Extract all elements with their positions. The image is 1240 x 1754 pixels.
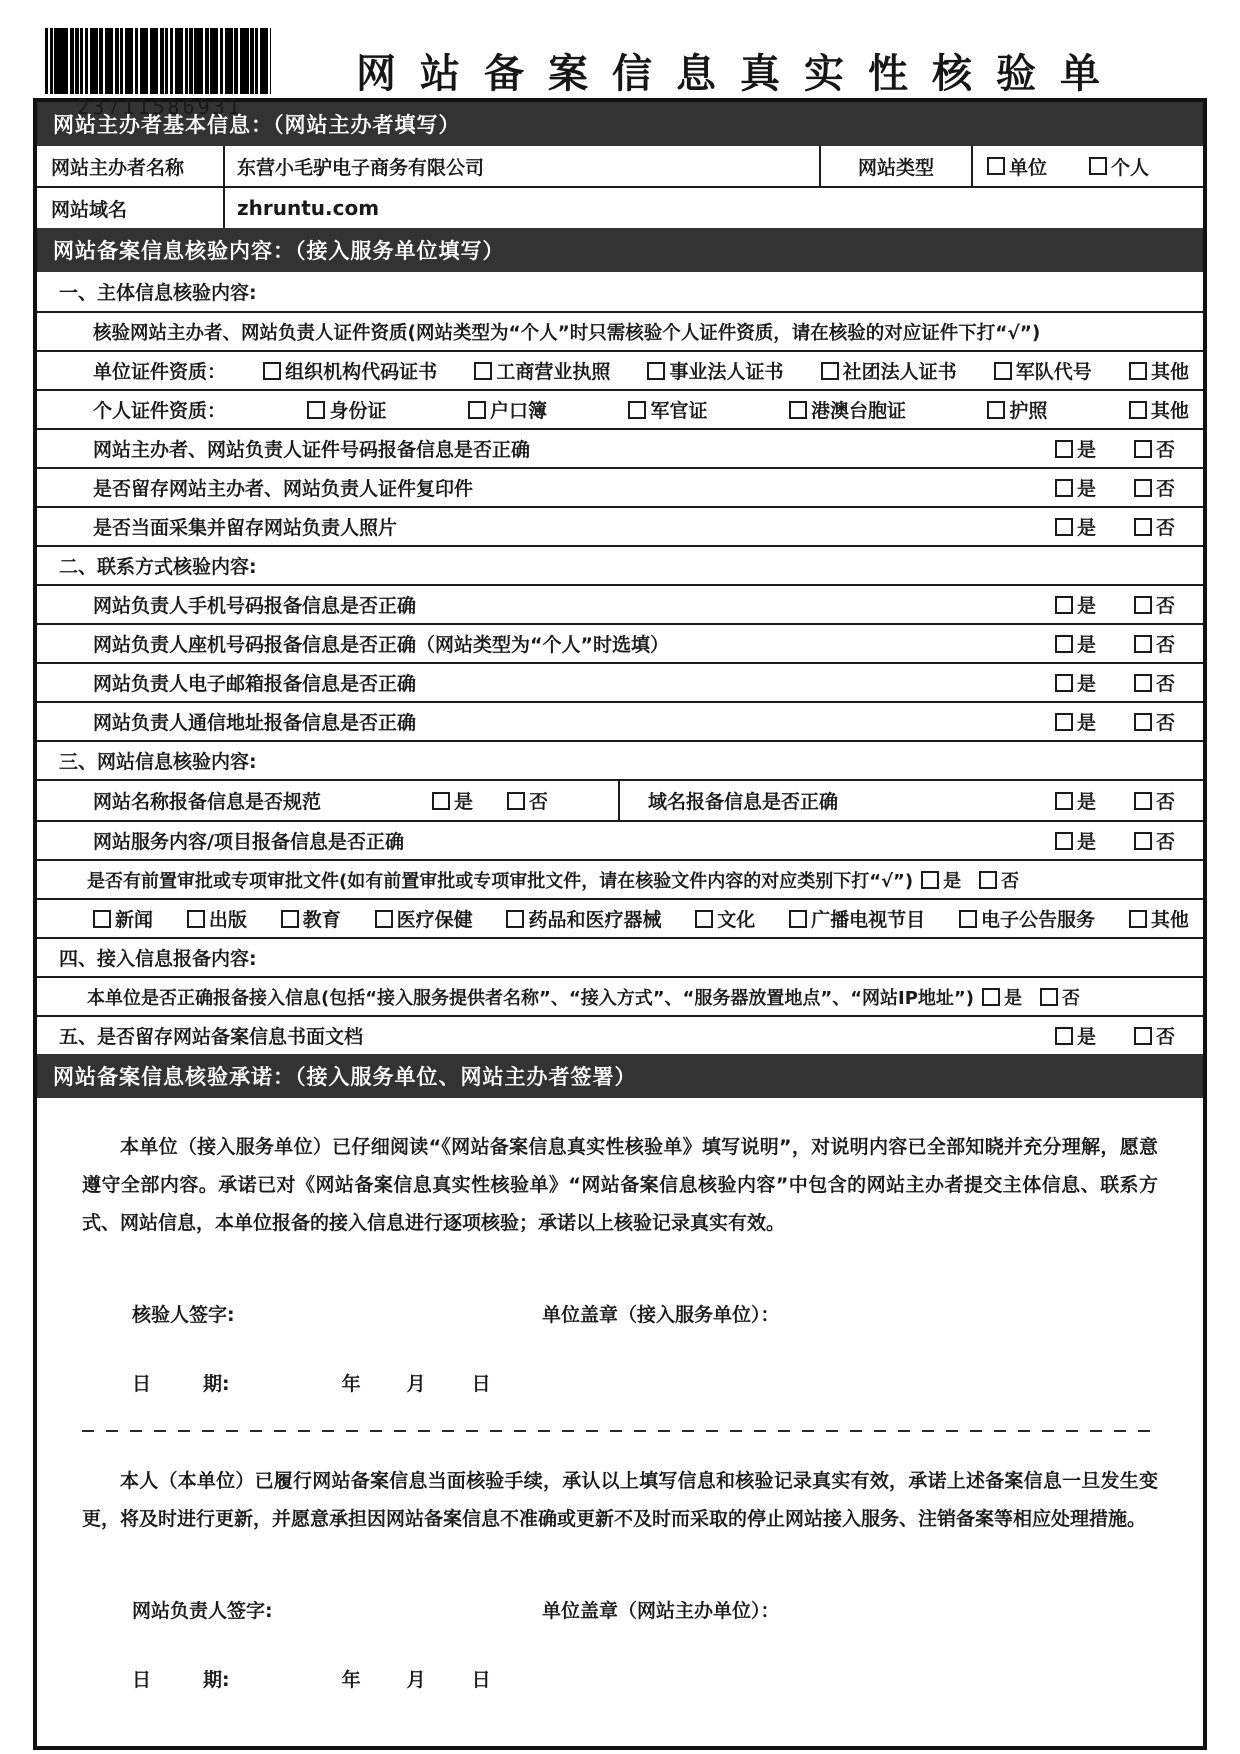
checkbox-icon[interactable] <box>994 362 1012 380</box>
domain-label: 网站域名 <box>51 198 128 221</box>
yes-option[interactable] <box>1055 630 1096 657</box>
no-label: 否 <box>1155 517 1175 539</box>
date-token: 月 <box>406 1669 426 1691</box>
yes-no-group <box>1055 591 1175 618</box>
organizer-name-label: 网站主办者名称 <box>51 156 185 179</box>
site-type-options <box>971 146 1203 186</box>
checkbox-icon[interactable] <box>1055 479 1073 497</box>
date-token: 日 <box>132 1373 152 1395</box>
approval-option[interactable] <box>375 905 473 932</box>
cert-option[interactable] <box>789 396 906 423</box>
dashed-divider <box>82 1430 1158 1432</box>
no-option[interactable] <box>507 787 548 814</box>
question-text: 网站负责人通信地址报备信息是否正确 <box>93 712 417 734</box>
cert-option[interactable] <box>628 396 707 423</box>
yes-no-group <box>1055 827 1175 854</box>
question-text: 网站服务内容/项目报备信息是否正确 <box>93 831 404 853</box>
verifier-signature-label: 核验人签字: <box>132 1304 235 1326</box>
yes-option[interactable] <box>1055 1022 1096 1049</box>
question-text: 网站名称报备信息是否规范 <box>93 791 322 813</box>
site-name-check-cell <box>37 781 620 820</box>
site-type-unit-label: 单位 <box>1009 156 1048 179</box>
site-type-person-option[interactable] <box>1089 153 1149 180</box>
checkbox-icon[interactable] <box>1129 910 1147 928</box>
yes-label: 是 <box>1076 673 1096 695</box>
yes-label: 是 <box>1076 595 1096 617</box>
checkbox-icon[interactable] <box>1089 157 1107 175</box>
checkbox-icon[interactable] <box>987 157 1005 175</box>
cert-option-label: 其他 <box>1150 400 1189 422</box>
checkbox-icon[interactable] <box>1129 401 1147 419</box>
yes-label: 是 <box>1076 831 1096 853</box>
checkbox-icon[interactable] <box>1134 635 1152 653</box>
yes-label: 是 <box>1076 634 1096 656</box>
barcode <box>45 28 271 94</box>
question-text: 是否当面采集并留存网站负责人照片 <box>93 517 398 539</box>
checkbox-icon[interactable] <box>789 401 807 419</box>
no-option[interactable] <box>1134 787 1175 814</box>
checkbox-icon[interactable] <box>921 871 939 889</box>
isp-stamp-label: 单位盖章（接入服务单位）： <box>542 1304 780 1326</box>
yes-label: 是 <box>1076 791 1096 813</box>
section5-row <box>37 1015 1203 1054</box>
cert-option-label: 港澳台胞证 <box>810 400 906 422</box>
cert-option-label: 工商营业执照 <box>496 361 611 383</box>
checkbox-icon[interactable] <box>1134 479 1152 497</box>
site-manager-signature-label: 网站负责人签字: <box>132 1600 273 1622</box>
checkbox-icon[interactable] <box>468 401 486 419</box>
cert-option[interactable] <box>474 357 610 384</box>
no-label: 否 <box>1155 1026 1175 1048</box>
approval-option-label: 医疗保健 <box>396 909 473 931</box>
question-row <box>37 467 1203 506</box>
approval-option-label: 出版 <box>208 909 247 931</box>
yes-no-group <box>1055 435 1175 462</box>
no-option[interactable] <box>1134 591 1175 618</box>
approval-option[interactable] <box>789 905 925 932</box>
yes-option[interactable] <box>1055 708 1096 735</box>
checkbox-icon[interactable] <box>1055 440 1073 458</box>
date-token: 期: <box>203 1373 230 1395</box>
question-text: 本单位是否正确报备接入信息(包括“接入服务提供者名称”、“接入方式”、“服务器放置地点”、“网站IP地址”) <box>87 987 974 1009</box>
question-text: 网站主办者、网站负责人证件号码报备信息是否正确 <box>93 439 531 461</box>
approval-option-label: 药品和医疗器械 <box>528 909 662 931</box>
page-header <box>0 0 1240 119</box>
question-text: 是否留存网站主办者、网站负责人证件复印件 <box>93 478 474 500</box>
checkbox-icon[interactable] <box>263 362 281 380</box>
domain-row <box>37 186 1203 228</box>
cert-option[interactable] <box>307 396 386 423</box>
no-option[interactable] <box>1134 513 1175 540</box>
checkbox-icon[interactable] <box>628 401 646 419</box>
yes-option[interactable] <box>1055 787 1096 814</box>
question-text: 网站负责人电子邮箱报备信息是否正确 <box>93 673 417 695</box>
site-name-domain-row <box>37 779 1203 820</box>
yes-no-group <box>921 867 1019 893</box>
basic-info-header-label: 网站主办者基本信息：（网站主办者填写） <box>53 113 461 137</box>
cert-option-label: 军官证 <box>650 400 708 422</box>
yes-label: 是 <box>1003 987 1022 1009</box>
yes-label: 是 <box>1076 712 1096 734</box>
question-row <box>37 820 1203 859</box>
checkbox-icon[interactable] <box>1134 792 1152 810</box>
yes-no-group <box>1055 513 1175 540</box>
cert-option[interactable] <box>468 396 547 423</box>
signature-row-isp <box>82 1300 1158 1327</box>
yes-option[interactable] <box>1055 827 1096 854</box>
no-option[interactable] <box>1134 630 1175 657</box>
cert-option-label: 军队代号 <box>1015 361 1092 383</box>
cert-option[interactable] <box>994 357 1092 384</box>
date-token: 年 <box>341 1373 361 1395</box>
no-label: 否 <box>1155 712 1175 734</box>
checkbox-icon[interactable] <box>93 910 111 928</box>
checkbox-icon[interactable] <box>1134 1027 1152 1045</box>
checkbox-icon[interactable] <box>1055 596 1073 614</box>
site-type-person-label: 个人 <box>1111 156 1150 179</box>
yes-no-group <box>982 984 1080 1010</box>
no-option[interactable] <box>1134 708 1175 735</box>
yes-no-group <box>1055 630 1175 657</box>
question-row <box>37 584 1203 623</box>
question-row <box>37 428 1203 467</box>
no-option[interactable] <box>1134 474 1175 501</box>
yes-label: 是 <box>1076 478 1096 500</box>
checkbox-icon[interactable] <box>647 362 665 380</box>
approval-option-label: 电子公告服务 <box>981 909 1096 931</box>
no-option[interactable] <box>1134 827 1175 854</box>
no-option[interactable] <box>1134 669 1175 696</box>
organizer-name-field[interactable]: 东营小毛驴电子商务有限公司 <box>223 146 819 186</box>
approval-option[interactable] <box>93 905 153 932</box>
domain-check-cell <box>620 781 1203 820</box>
section1-note: 核验网站主办者、网站负责人证件资质(网站类型为“个人”时只需核验个人证件资质，请在核验的对应证件下打“√”) <box>37 311 1203 350</box>
approval-option-label: 广播电视节目 <box>811 909 926 931</box>
question-row <box>37 662 1203 701</box>
cert-option-label: 事业法人证书 <box>669 361 784 383</box>
cert-option[interactable] <box>1129 357 1189 384</box>
question-row <box>37 506 1203 545</box>
no-option[interactable] <box>979 867 1019 893</box>
no-label: 否 <box>1155 439 1175 461</box>
commitment-section <box>37 1128 1203 1746</box>
approval-option[interactable] <box>187 905 247 932</box>
yes-option[interactable] <box>1055 513 1096 540</box>
checkbox-icon[interactable] <box>307 401 325 419</box>
checkbox-icon[interactable] <box>959 910 977 928</box>
checkbox-icon[interactable] <box>1055 713 1073 731</box>
checkbox-icon[interactable] <box>507 792 525 810</box>
no-label: 否 <box>528 791 548 813</box>
checkbox-icon[interactable] <box>281 910 299 928</box>
cert-option[interactable] <box>821 357 957 384</box>
date-row-organizer <box>82 1665 1158 1692</box>
checkbox-icon[interactable] <box>1040 988 1058 1006</box>
checkbox-icon[interactable] <box>1134 440 1152 458</box>
checkbox-icon[interactable] <box>1055 792 1073 810</box>
checkbox-icon[interactable] <box>1134 596 1152 614</box>
checkbox-icon[interactable] <box>982 988 1000 1006</box>
checkbox-icon[interactable] <box>1055 1027 1073 1045</box>
unit-cert-label: 单位证件资质： <box>93 361 227 383</box>
question-text: 五、是否留存网站备案信息书面文档 <box>59 1026 364 1048</box>
cert-option[interactable] <box>1129 396 1189 423</box>
barcode-block <box>45 28 275 119</box>
verify-content-header-label: 网站备案信息核验内容：（接入服务单位填写） <box>53 239 505 263</box>
personal-cert-label: 个人证件资质： <box>93 400 227 422</box>
site-type-label: 网站类型 <box>819 146 971 186</box>
verify-content-header <box>37 228 1203 272</box>
question-text: 网站负责人手机号码报备信息是否正确 <box>93 595 417 617</box>
date-row-isp <box>82 1369 1158 1396</box>
question-text: 域名报备信息是否正确 <box>648 791 839 813</box>
cert-option[interactable] <box>263 357 437 384</box>
yes-no-group <box>1055 787 1175 814</box>
date-token: 日 <box>132 1669 152 1691</box>
yes-option[interactable] <box>1055 435 1096 462</box>
page-title: 网站备案信息真实性核验单 <box>356 51 1124 97</box>
approval-option[interactable] <box>281 905 341 932</box>
cert-option-label: 社团法人证书 <box>842 361 957 383</box>
pre-approval-row <box>37 859 1203 898</box>
checkbox-icon[interactable] <box>1055 674 1073 692</box>
commitment-header <box>37 1054 1203 1098</box>
yes-label: 是 <box>1076 439 1096 461</box>
barcode-number: 23711586931 <box>77 95 243 119</box>
yes-no-group <box>432 787 548 814</box>
yes-option[interactable] <box>921 867 961 893</box>
approval-category-row <box>37 898 1203 937</box>
checkbox-icon[interactable] <box>1134 713 1152 731</box>
no-label: 否 <box>1155 673 1175 695</box>
section3-title: 三、网站信息核验内容: <box>37 740 1203 779</box>
yes-label: 是 <box>1076 517 1096 539</box>
question-row <box>37 623 1203 662</box>
checkbox-icon[interactable] <box>1134 518 1152 536</box>
site-type-unit-option[interactable] <box>987 153 1047 180</box>
no-label: 否 <box>1061 987 1080 1009</box>
yes-option[interactable] <box>1055 474 1096 501</box>
yes-no-group <box>1055 474 1175 501</box>
approval-option[interactable] <box>506 905 661 932</box>
date-token: 期: <box>203 1669 230 1691</box>
yes-label: 是 <box>453 791 473 813</box>
no-option[interactable] <box>1040 984 1080 1010</box>
date-token: 日 <box>471 1669 491 1691</box>
no-label: 否 <box>1155 478 1175 500</box>
checkbox-icon[interactable] <box>1055 832 1073 850</box>
basic-info-header <box>37 102 1203 146</box>
question-text: 是否有前置审批或专项审批文件(如有前置审批或专项审批文件，请在核验文件内容的对应类别下打“√”) <box>87 870 914 892</box>
cert-option[interactable] <box>987 396 1047 423</box>
section4-title: 四、接入信息报备内容: <box>37 937 1203 976</box>
verification-form <box>33 98 1207 1750</box>
checkbox-icon[interactable] <box>695 910 713 928</box>
cert-option[interactable] <box>647 357 783 384</box>
no-label: 否 <box>1155 595 1175 617</box>
question-row <box>37 701 1203 740</box>
checkbox-icon[interactable] <box>979 871 997 889</box>
signature-row-organizer <box>82 1596 1158 1623</box>
commitment-header-label: 网站备案信息核验承诺：（接入服务单位、网站主办者签署） <box>53 1065 637 1089</box>
yes-no-group <box>1055 669 1175 696</box>
no-option[interactable] <box>1134 435 1175 462</box>
approval-option[interactable] <box>695 905 755 932</box>
approval-option-label: 新闻 <box>115 909 154 931</box>
date-token: 日 <box>471 1373 491 1395</box>
no-option[interactable] <box>1134 1022 1175 1049</box>
question-text: 网站负责人座机号码报备信息是否正确（网站类型为“个人”时选填） <box>93 634 669 656</box>
unit-cert-row <box>37 350 1203 389</box>
organizer-name-row <box>37 146 1203 186</box>
commitment-paragraph-isp: 本单位（接入服务单位）已仔细阅读“《网站备案信息真实性核验单》填写说明”，对说明内容已全部知晓并充分理解，愿意遵守全部内容。承诺已对《网站备案信息真实性核验单》“网站备案信息核验内容”中包含的网站主办者提交主体信息、联系方式、网站信息，本单位报备的接入信息进行逐项核验；承诺以上核验记录真实有效。 <box>82 1136 1158 1234</box>
cert-option-label: 组织机构代码证书 <box>285 361 438 383</box>
checkbox-icon[interactable] <box>474 362 492 380</box>
organizer-stamp-label: 单位盖章（网站主办单位）： <box>542 1600 780 1622</box>
yes-no-group <box>1055 708 1175 735</box>
no-label: 否 <box>1155 634 1175 656</box>
date-token: 年 <box>341 1669 361 1691</box>
yes-option[interactable] <box>982 984 1022 1010</box>
domain-field[interactable]: zhruntu.com <box>223 188 1203 228</box>
approval-option[interactable] <box>959 905 1095 932</box>
checkbox-icon[interactable] <box>1055 635 1073 653</box>
checkbox-icon[interactable] <box>187 910 205 928</box>
checkbox-icon[interactable] <box>789 910 807 928</box>
section2-title: 二、联系方式核验内容: <box>37 545 1203 584</box>
checkbox-icon[interactable] <box>432 792 450 810</box>
checkbox-icon[interactable] <box>821 362 839 380</box>
checkbox-icon[interactable] <box>987 401 1005 419</box>
approval-option[interactable] <box>1129 905 1189 932</box>
no-label: 否 <box>1001 870 1020 892</box>
yes-option[interactable] <box>1055 591 1096 618</box>
no-label: 否 <box>1155 831 1175 853</box>
date-token: 月 <box>406 1373 426 1395</box>
commitment-paragraph-organizer: 本人（本单位）已履行网站备案信息当面核验手续，承认以上填写信息和核验记录真实有效，承诺上述备案信息一旦发生变更，将及时进行更新，并愿意承担因网站备案信息不准确或更新不及时而采取的停止网站接入服务、注销备案等相应处理措施。 <box>82 1470 1158 1530</box>
cert-option-label: 护照 <box>1009 400 1048 422</box>
cert-option-label: 身份证 <box>329 400 387 422</box>
checkbox-icon[interactable] <box>375 910 393 928</box>
personal-cert-row <box>37 389 1203 428</box>
section1-title: 一、主体信息核验内容: <box>59 282 257 304</box>
yes-label: 是 <box>1076 1026 1096 1048</box>
checkbox-icon[interactable] <box>506 910 524 928</box>
yes-label: 是 <box>943 870 962 892</box>
access-info-row <box>37 976 1203 1015</box>
cert-option-label: 其他 <box>1150 361 1189 383</box>
approval-option-label: 教育 <box>302 909 341 931</box>
cert-option-label: 户口簿 <box>489 400 547 422</box>
checkbox-icon[interactable] <box>1134 832 1152 850</box>
approval-option-label: 文化 <box>717 909 756 931</box>
checkbox-icon[interactable] <box>1134 674 1152 692</box>
yes-option[interactable] <box>1055 669 1096 696</box>
checkbox-icon[interactable] <box>1055 518 1073 536</box>
yes-no-group <box>1055 1022 1175 1049</box>
approval-option-label: 其他 <box>1150 909 1189 931</box>
no-label: 否 <box>1155 791 1175 813</box>
checkbox-icon[interactable] <box>1129 362 1147 380</box>
yes-option[interactable] <box>432 787 473 814</box>
